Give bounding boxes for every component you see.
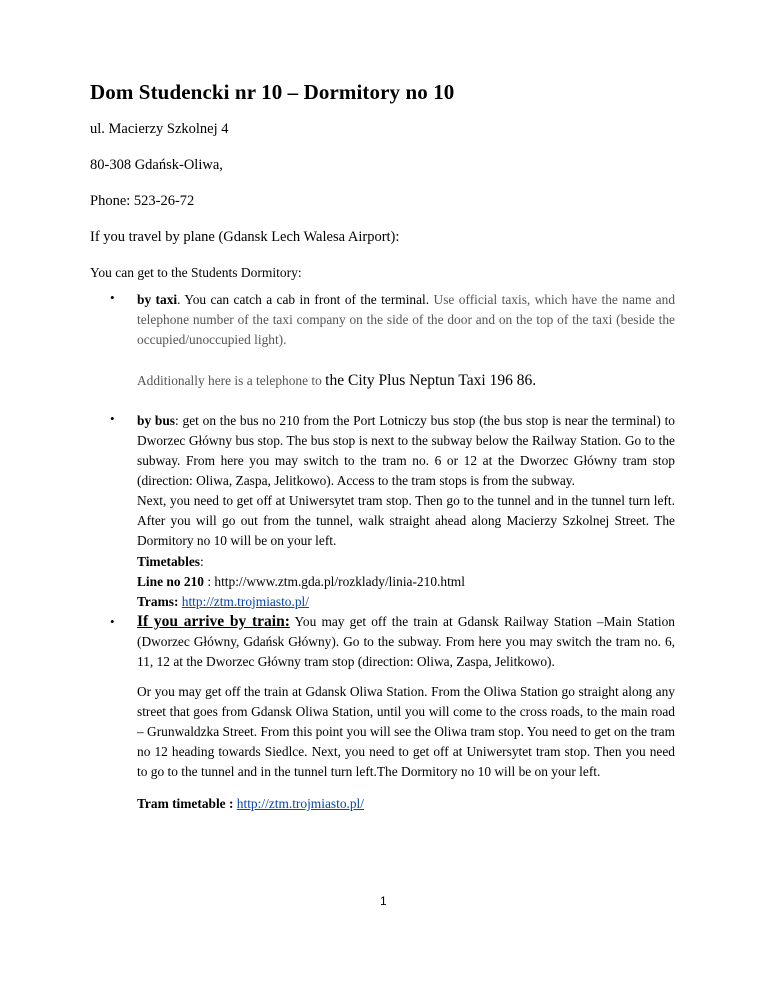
bullet-bus: • [110,411,115,426]
line-210-url: : http://www.ztm.gda.pl/rozklady/linia-210.html [203,574,465,589]
plane-heading: If you travel by plane (Gdansk Lech Walesa Airport): [90,229,400,245]
train-paragraph [137,612,675,672]
timetables-colon: : [199,554,204,569]
train-paragraph-2: Or you may get off the train at Gdansk Oliwa Station. From the Oliwa Station go straight along any street that goes from Gdansk Oliwa Station, until you will come to the cross roads, to the main road – Grunwaldzka Street. From this point you will see the Oliwa tram stop. You need to get on the tram no 12 heading towards Siedlce. Next, you need to get off at Uniwersytet tram stop. Then you need to go to the tunnel and in the tunnel turn left.The Dormitory no 10 will be on your left. [137,684,675,779]
bullet-taxi: • [110,290,115,305]
page-title: Dom Studencki nr 10 – Dormitory no 10 [90,80,455,104]
tram-timetable-line [137,794,675,814]
taxi-additional-gray: Additionally here is a telephone to [137,373,326,388]
address-phone: Phone: 523-26-72 [90,193,195,209]
taxi-gray-text: Use official taxis, which have the name and telephone number of the taxi company on the side of the door and on the top of the taxi (beside the occupied/unoccupied light). [137,292,676,347]
timetables-block [137,552,675,612]
taxi-text: . You can catch a cab in front of the terminal. [177,292,430,307]
train-text: You may get off the train at Gdansk Railway Station –Main Station (Dworzec Główny, Gdańsk Główny). Go to the subway. From here you may switch the tram no. 6, 11, 12 at the Dworzec Główny tram stop (direction: Oliwa, Zaspa, Jelitkowo). [137,614,676,669]
line-210-label: Line no 210 [137,574,204,589]
bus-text: : get on the bus no 210 from the Port Lotniczy bus stop (the bus stop is near the terminal) to Dworzec Główny bus stop. The bus stop is next to the subway below the Railway Station. Go to the subway. From here you may switch to the tram no. 6 or 12 at the Dworzec Główny tram stop (direction: Oliwa, Zaspa, Jelitkowo). Access to the tram stops is from the subway. [137,413,675,488]
taxi-paragraph [137,290,675,350]
address-city: 80-308 Gdańsk-Oliwa, [90,157,223,173]
page-number: 1 [380,894,387,908]
bus-label: by bus [137,413,176,428]
trams-link[interactable]: http://ztm.trojmiasto.pl/ [181,594,309,609]
taxi-label: by taxi [137,292,178,307]
trams-label: Trams: [137,594,179,609]
tram-timetable-link[interactable]: http://ztm.trojmiasto.pl/ [236,796,365,811]
address-street: ul. Macierzy Szkolnej 4 [90,121,229,137]
timetables-label: Timetables [137,554,200,569]
taxi-additional-number: the City Plus Neptun Taxi 196 86. [325,372,537,389]
taxi-additional [137,371,675,391]
intro-text: You can get to the Students Dormitory: [90,265,302,280]
bus-paragraph [137,411,675,551]
bullet-train: • [110,614,115,629]
tram-timetable-label: Tram timetable : [137,796,234,811]
bus-text-2: Next, you need to get off at Uniwersytet tram stop. Then go to the tunnel and in the tunnel turn left. After you will go out from the tunnel, walk straight ahead along Macierzy Szkolnej Street. The Dormitory no 10 will be on your left. [137,493,675,548]
train-heading: If you arrive by train: [137,613,290,630]
